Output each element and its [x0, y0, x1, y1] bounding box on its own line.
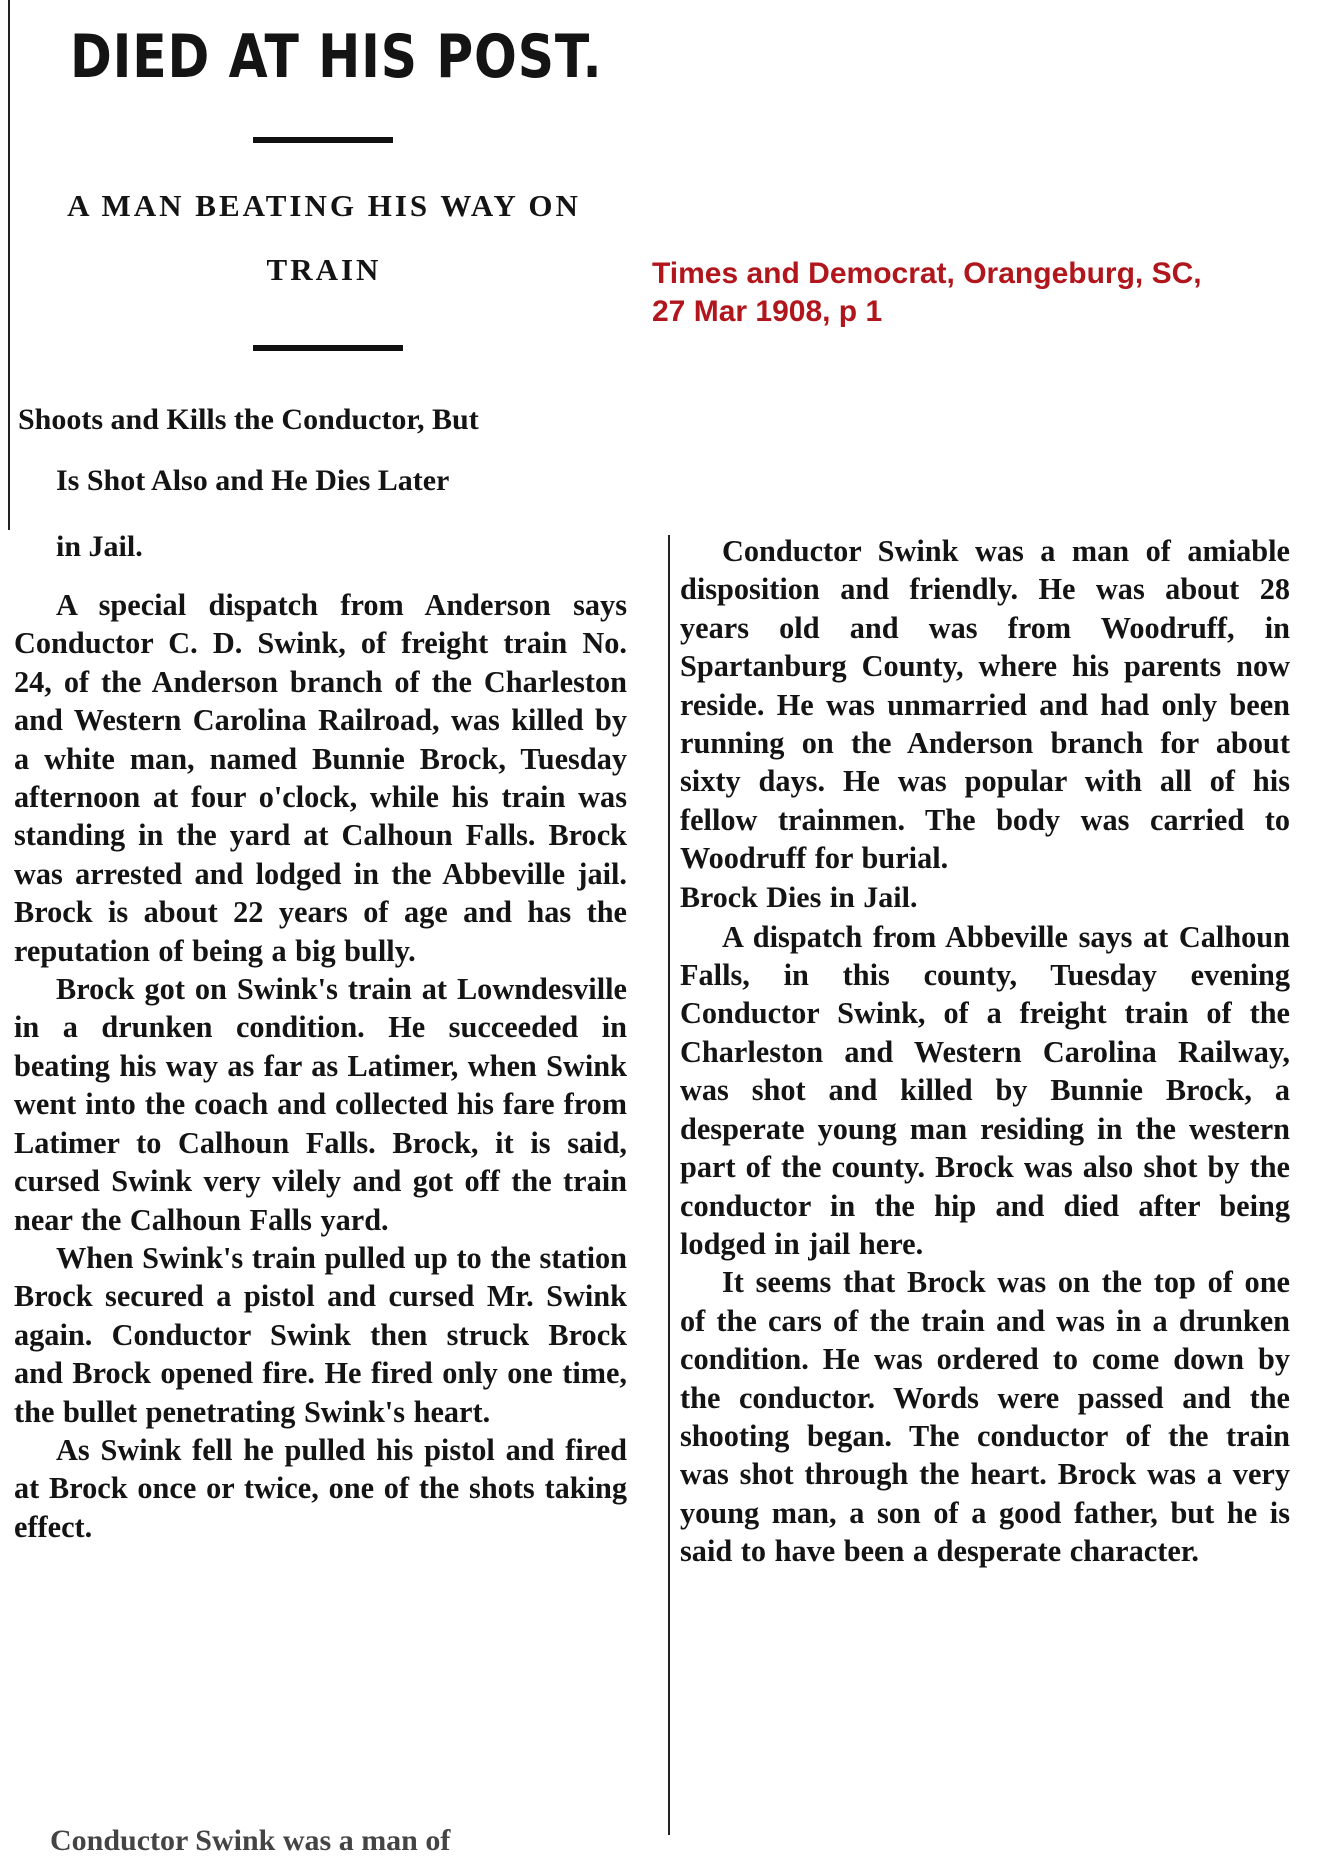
headline: DIED AT HIS POST. — [70, 22, 603, 92]
paragraph: Conductor Swink was a man of amiable disposition and friendly. He was about 28 years old and was from Woodruff, in Spartanburg County, where his parents now reside. He was unmarried and had only been running on the Anderson branch for about sixty days. He was popular with all of his fellow trainmen. The body was carried to Woodruff for burial. — [680, 534, 1290, 876]
paragraph: A dispatch from Abbeville says at Calhoun Falls, in this county, Tuesday evening Conductor Swink, of a freight train of the Charleston and Western Carolina Railway, was shot and killed by Bunnie Brock, a desperate young man residing in the western part of the county. Brock was also shot by the conductor in the hip and died after being lodged in jail here. — [680, 919, 1290, 1261]
headline-divider — [253, 137, 393, 143]
paragraph: As Swink fell he pulled his pistol and fired at Brock once or twice, one of the shots taking effect. — [14, 1432, 627, 1544]
paragraph: It seems that Brock was on the top of one of the cars of the train and was in a drunken condition. He was ordered to come down by the conductor. Words were passed and the shooting began. The conductor of the train was shot through the heart. Brock was a very young man, a son of a good father, but he is said to have been a desperate character. — [680, 1265, 1290, 1569]
paragraph: Brock got on Swink's train at Lowndesville in a drunken condition. He succeeded in beating his way as far as Latimer, when Swink went into the coach and collected his fare from Latimer to Calhoun Falls. Brock, it is said, cursed Swink very vilely and got off the train near the Calhoun Falls yard. — [14, 972, 627, 1237]
column-rule-middle — [668, 535, 670, 1835]
paragraph: When Swink's train pulled up to the station Brock secured a pistol and cursed Mr. Swink again. Conductor Swink then struck Brock and Brock opened fire. He fired only one time, the bullet penetrating Swink's heart. — [14, 1240, 627, 1429]
deck-line-2: TRAIN — [266, 252, 382, 287]
cutoff-line: Conductor Swink was a man of — [50, 1824, 451, 1857]
subdeck-line-3: in Jail. — [56, 530, 143, 563]
subdeck-line-1: Shoots and Kills the Conductor, But — [18, 403, 479, 436]
deck-line-1: A MAN BEATING HIS WAY ON — [67, 188, 581, 223]
paragraph: A special dispatch from Anderson says Conductor C. D. Swink, of freight train No. 24, of the Anderson branch of the Charleston and Western Carolina Railroad, was killed by a white man, named Bunnie Brock, Tuesday afternoon at four o'clock, while his train was standing in the yard at Calhoun Falls. Brock was arrested and lodged in the Abbeville jail. Brock is about 22 years of age and has the reputation of being a big bully. — [14, 588, 627, 968]
source-citation — [652, 255, 1252, 331]
citation-line-2: 27 Mar 1908, p 1 — [652, 295, 883, 328]
subdeck-line-2: Is Shot Also and He Dies Later — [56, 464, 450, 497]
column-rule-left — [8, 0, 10, 530]
left-column — [14, 586, 627, 1822]
deck-divider — [253, 345, 403, 351]
right-column — [680, 532, 1290, 1822]
section-subhead: Brock Dies in Jail. — [680, 880, 918, 914]
citation-line-1: Times and Democrat, Orangeburg, SC, — [652, 257, 1202, 290]
